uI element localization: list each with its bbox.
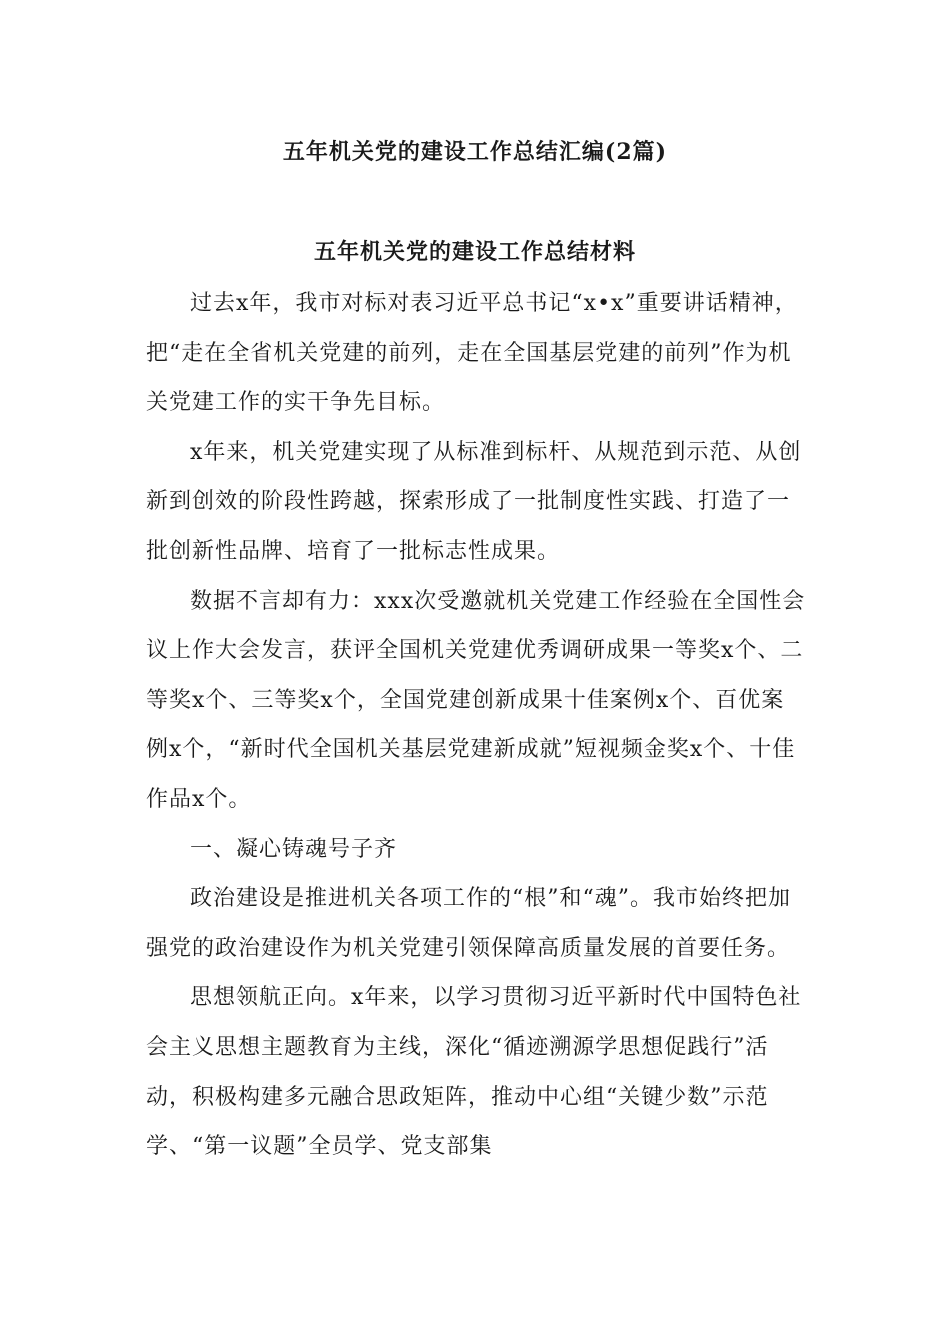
body-paragraph: x年来，机关党建实现了从标准到标杆、从规范到示范、从创新到创效的阶段性跨越，探索形成了一批制度性实践、打造了一批创新性品牌、培育了一批标志性成果。: [146, 439, 802, 564]
document-body: [146, 279, 806, 1172]
section-heading: 一、凝心铸魂号子齐: [190, 836, 398, 862]
document-title: 五年机关党的建设工作总结汇编(2篇): [282, 139, 668, 165]
body-paragraph: 数据不言却有力：xxx次受邀就机关党建工作经验在全国性会议上作大会发言，获评全国机关党建优秀调研成果一等奖x个、二等奖x个、三等奖x个，全国党建创新成果十佳案例x个、百优案例x个，“新时代全国机关基层党建新成就”短视频金奖x个、十佳作品x个。: [146, 588, 806, 812]
body-paragraph: 思想领航正向。x年来，以学习贯彻习近平新时代中国特色社会主义思想主题教育为主线，深化“循迹溯源学思想促践行”活动，积极构建多元融合思政矩阵，推动中心组“关键少数”示范学、“第一议题”全员学、党支部集: [146, 985, 802, 1160]
body-paragraph: 政治建设是推进机关各项工作的“根”和“魂”。我市始终把加强党的政治建设作为机关党建引领保障高质量发展的首要任务。: [146, 886, 791, 961]
body-paragraph: 过去x年，我市对标对表习近平总书记“x•x”重要讲话精神，把“走在全省机关党建的前列，走在全国基层党建的前列”作为机关党建工作的实干争先目标。: [146, 291, 798, 416]
document-subtitle: 五年机关党的建设工作总结材料: [313, 239, 636, 265]
